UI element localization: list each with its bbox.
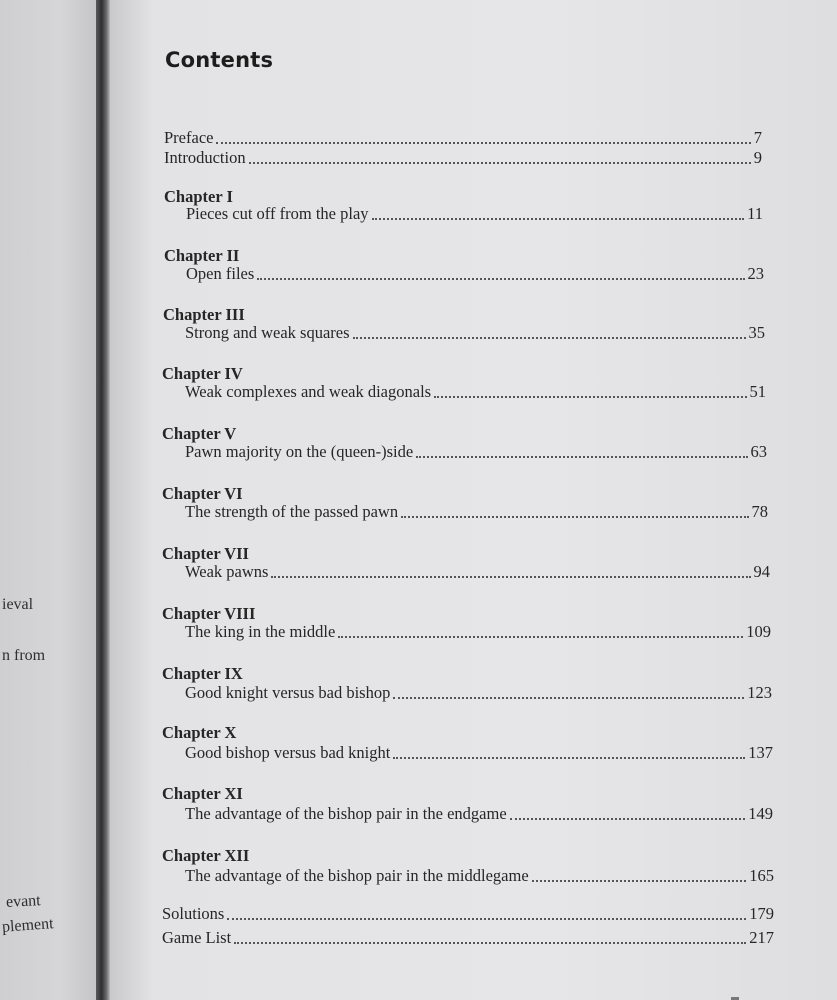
dot-leader bbox=[372, 217, 745, 220]
toc-entry-page: 9 bbox=[753, 148, 762, 167]
toc-entry-page: 7 bbox=[753, 128, 762, 147]
toc-entry-chapter bbox=[185, 502, 768, 522]
toc-entry-label: Solutions bbox=[162, 904, 225, 923]
toc-entry-chapter bbox=[185, 683, 772, 703]
toc-entry-solutions bbox=[162, 904, 774, 924]
toc-entry-page: 11 bbox=[747, 204, 763, 223]
left-page bbox=[0, 0, 100, 1000]
toc-entry-chapter bbox=[185, 866, 774, 886]
toc-entry-label: The king in the middle bbox=[185, 622, 336, 641]
toc-entry-label: Pieces cut off from the play bbox=[186, 204, 369, 223]
chapter-heading: Chapter VI bbox=[162, 484, 243, 503]
toc-entry-label: Open files bbox=[186, 264, 255, 283]
toc-entry-page: 78 bbox=[751, 502, 768, 521]
dot-leader bbox=[353, 336, 746, 339]
toc-entry-page: 35 bbox=[748, 323, 765, 342]
toc-entry-label: Introduction bbox=[164, 148, 246, 167]
dot-leader bbox=[510, 817, 746, 820]
dot-leader bbox=[257, 277, 744, 280]
dot-leader bbox=[216, 141, 750, 144]
dot-leader bbox=[271, 575, 750, 578]
toc-entry-page: 217 bbox=[749, 928, 774, 947]
toc-entry-chapter bbox=[185, 382, 766, 402]
toc-entry-chapter bbox=[185, 323, 765, 343]
chapter-heading: Chapter VII bbox=[162, 544, 249, 563]
toc-entry-preface bbox=[164, 128, 762, 148]
dot-leader bbox=[338, 635, 743, 638]
left-page-text-fragment: ieval bbox=[2, 596, 34, 613]
toc-entry-page: 94 bbox=[753, 562, 770, 581]
dot-leader bbox=[249, 161, 751, 164]
toc-entry-label: Weak pawns bbox=[185, 562, 269, 581]
toc-entry-chapter bbox=[185, 442, 767, 462]
left-page-text-fragment: plement bbox=[1, 915, 55, 936]
dot-leader bbox=[532, 879, 747, 882]
dot-leader bbox=[393, 696, 744, 699]
book-gutter bbox=[96, 0, 110, 1000]
toc-entry-page: 123 bbox=[747, 683, 772, 702]
page-title: Contents bbox=[165, 48, 274, 72]
toc-entry-label: Pawn majority on the (queen-)side bbox=[185, 442, 414, 461]
chapter-heading: Chapter IV bbox=[162, 364, 243, 383]
dot-leader bbox=[434, 395, 746, 398]
toc-entry-page: 137 bbox=[748, 743, 773, 762]
dot-leader bbox=[401, 515, 748, 518]
toc-entry-label: The advantage of the bishop pair in the middlegame bbox=[185, 866, 529, 885]
chapter-heading: Chapter XI bbox=[162, 784, 243, 803]
chapter-heading: Chapter II bbox=[164, 246, 240, 265]
dot-leader bbox=[234, 941, 746, 944]
toc-entry-page: 109 bbox=[746, 622, 771, 641]
toc-entry-label: Good knight versus bad bishop bbox=[185, 683, 391, 702]
left-page-text-fragment: evant bbox=[5, 892, 42, 911]
toc-entry-chapter bbox=[186, 264, 764, 284]
chapter-heading: Chapter V bbox=[162, 424, 237, 443]
toc-entry-label: Weak complexes and weak diagonals bbox=[185, 382, 432, 401]
toc-entry-page: 63 bbox=[750, 442, 767, 461]
chapter-heading: Chapter XII bbox=[162, 846, 250, 865]
toc-entry-label: Preface bbox=[164, 128, 214, 147]
toc-entry-label: Strong and weak squares bbox=[185, 323, 350, 342]
toc-entry-label: The advantage of the bishop pair in the endgame bbox=[185, 804, 507, 823]
toc-entry-chapter bbox=[186, 204, 763, 224]
dot-leader bbox=[416, 455, 747, 458]
chapter-heading: Chapter IX bbox=[162, 664, 243, 683]
chapter-heading: Chapter I bbox=[164, 187, 233, 206]
toc-entry-chapter bbox=[185, 622, 771, 642]
toc-entry-page: 51 bbox=[749, 382, 766, 401]
left-page-text-fragment: n from bbox=[2, 647, 46, 664]
toc-entry-page: 149 bbox=[748, 804, 773, 823]
toc-entry-chapter bbox=[185, 743, 773, 763]
toc-entry-page: 23 bbox=[747, 264, 764, 283]
chapter-heading: Chapter VIII bbox=[162, 604, 256, 623]
chapter-heading: Chapter III bbox=[163, 305, 245, 324]
dot-leader bbox=[393, 756, 745, 759]
dot-leader bbox=[227, 917, 746, 920]
toc-entry-chapter bbox=[185, 804, 773, 824]
chapter-heading: Chapter X bbox=[162, 723, 237, 742]
contents-page bbox=[110, 0, 837, 1000]
toc-entry-label: The strength of the passed pawn bbox=[185, 502, 399, 521]
toc-entry-game-list bbox=[162, 928, 774, 948]
toc-entry-introduction bbox=[164, 148, 762, 168]
toc-entry-label: Good bishop versus bad knight bbox=[185, 743, 391, 762]
toc-entry-label: Game List bbox=[162, 928, 232, 947]
toc-entry-page: 165 bbox=[749, 866, 774, 885]
toc-entry-chapter bbox=[185, 562, 770, 582]
toc-entry-page: 179 bbox=[749, 904, 774, 923]
